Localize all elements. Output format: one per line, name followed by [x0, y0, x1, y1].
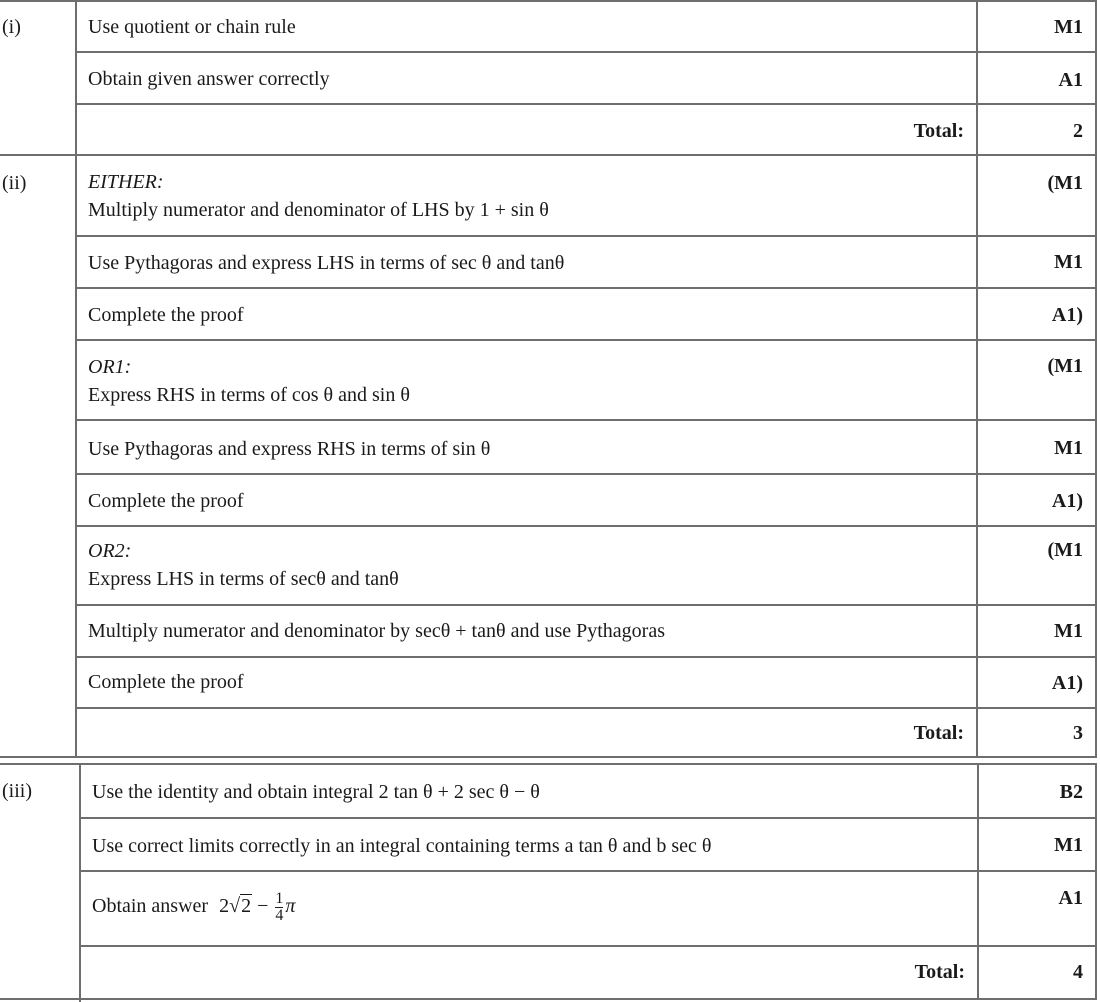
row-divider [75, 103, 1097, 105]
mark-code: (M1 [1047, 539, 1083, 561]
answer-prefix: Obtain answer [92, 895, 209, 918]
row-divider [80, 817, 1097, 819]
row-divider [80, 870, 1097, 872]
mark-code: B2 [1059, 781, 1083, 803]
mark-scheme-table-part-iii [0, 763, 1097, 1002]
fraction-denominator: 4 [275, 907, 284, 924]
total-label: Total: [913, 722, 964, 744]
total-value: 4 [1073, 961, 1083, 983]
row-divider [75, 473, 1097, 475]
column-divider [977, 763, 979, 1000]
sqrt-coefficient: 2 [219, 895, 230, 918]
part-label-i: (i) [2, 16, 21, 38]
column-divider [976, 0, 978, 758]
mark-code: M1 [1054, 437, 1083, 459]
mark-code: A1 [1058, 887, 1083, 909]
part-label-ii: (ii) [2, 172, 27, 194]
step-text: Use Pythagoras and express LHS in terms of sec θ and tanθ [88, 252, 565, 274]
row-divider [75, 235, 1097, 237]
row-divider [0, 154, 1097, 156]
step-text [88, 168, 549, 224]
mark-code: A1 [1058, 69, 1083, 91]
step-text-body: Express RHS in terms of cos θ and sin θ [88, 384, 410, 406]
method-label-or2: OR2: [88, 540, 132, 562]
step-text-body: Multiply numerator and denominator of LHS by 1 + sin θ [88, 199, 549, 221]
total-value: 2 [1073, 120, 1083, 142]
row-divider [75, 707, 1097, 709]
column-divider [1095, 0, 1097, 758]
minus-sign: − [257, 895, 269, 918]
mark-code: M1 [1054, 834, 1083, 856]
sqrt-icon: √ [229, 895, 241, 918]
method-label-either: EITHER: [88, 171, 164, 193]
step-text: Use quotient or chain rule [88, 16, 296, 38]
method-label-or1: OR1: [88, 356, 132, 378]
row-divider [75, 51, 1097, 53]
row-divider [0, 756, 1097, 758]
fraction-numerator: 1 [275, 890, 284, 907]
total-value: 3 [1073, 722, 1083, 744]
row-divider [75, 525, 1097, 527]
row-divider [75, 287, 1097, 289]
row-divider [75, 656, 1097, 658]
step-text: Use the identity and obtain integral 2 tan θ + 2 sec θ − θ [92, 781, 540, 803]
step-text-answer [92, 891, 295, 924]
step-text: Multiply numerator and denominator by secθ + tanθ and use Pythagoras [88, 620, 665, 642]
total-label: Total: [914, 961, 965, 983]
step-text: Complete the proof [88, 304, 244, 326]
math-expression [219, 890, 296, 924]
step-text: Complete the proof [88, 490, 244, 512]
mark-code: (M1 [1047, 355, 1083, 377]
mark-code: M1 [1054, 16, 1083, 38]
row-divider [0, 998, 1097, 1000]
column-divider [79, 763, 81, 1002]
mark-code: (M1 [1047, 172, 1083, 194]
row-divider [75, 604, 1097, 606]
step-text [88, 353, 410, 409]
fraction [275, 891, 283, 924]
row-divider [75, 339, 1097, 341]
mark-code: A1) [1051, 672, 1083, 694]
mark-code: A1) [1051, 490, 1083, 512]
step-text [88, 537, 399, 593]
column-divider [1095, 763, 1097, 1000]
mark-code: M1 [1054, 620, 1083, 642]
pi-symbol: π [285, 895, 296, 918]
step-text: Obtain given answer correctly [88, 68, 330, 90]
step-text: Use Pythagoras and express RHS in terms of sin θ [88, 438, 491, 460]
step-text: Use correct limits correctly in an integral containing terms a tan θ and b sec θ [92, 835, 712, 857]
mark-code: A1) [1051, 304, 1083, 326]
step-text-body: Express LHS in terms of secθ and tanθ [88, 568, 399, 590]
row-divider [0, 0, 1097, 2]
total-label: Total: [913, 120, 964, 142]
sqrt-argument: 2 [241, 895, 252, 918]
row-divider [80, 945, 1097, 947]
part-label-iii: (iii) [2, 780, 32, 802]
mark-code: M1 [1054, 251, 1083, 273]
row-divider [0, 763, 1097, 765]
column-divider [75, 0, 77, 758]
row-divider [75, 419, 1097, 421]
step-text: Complete the proof [88, 671, 244, 693]
